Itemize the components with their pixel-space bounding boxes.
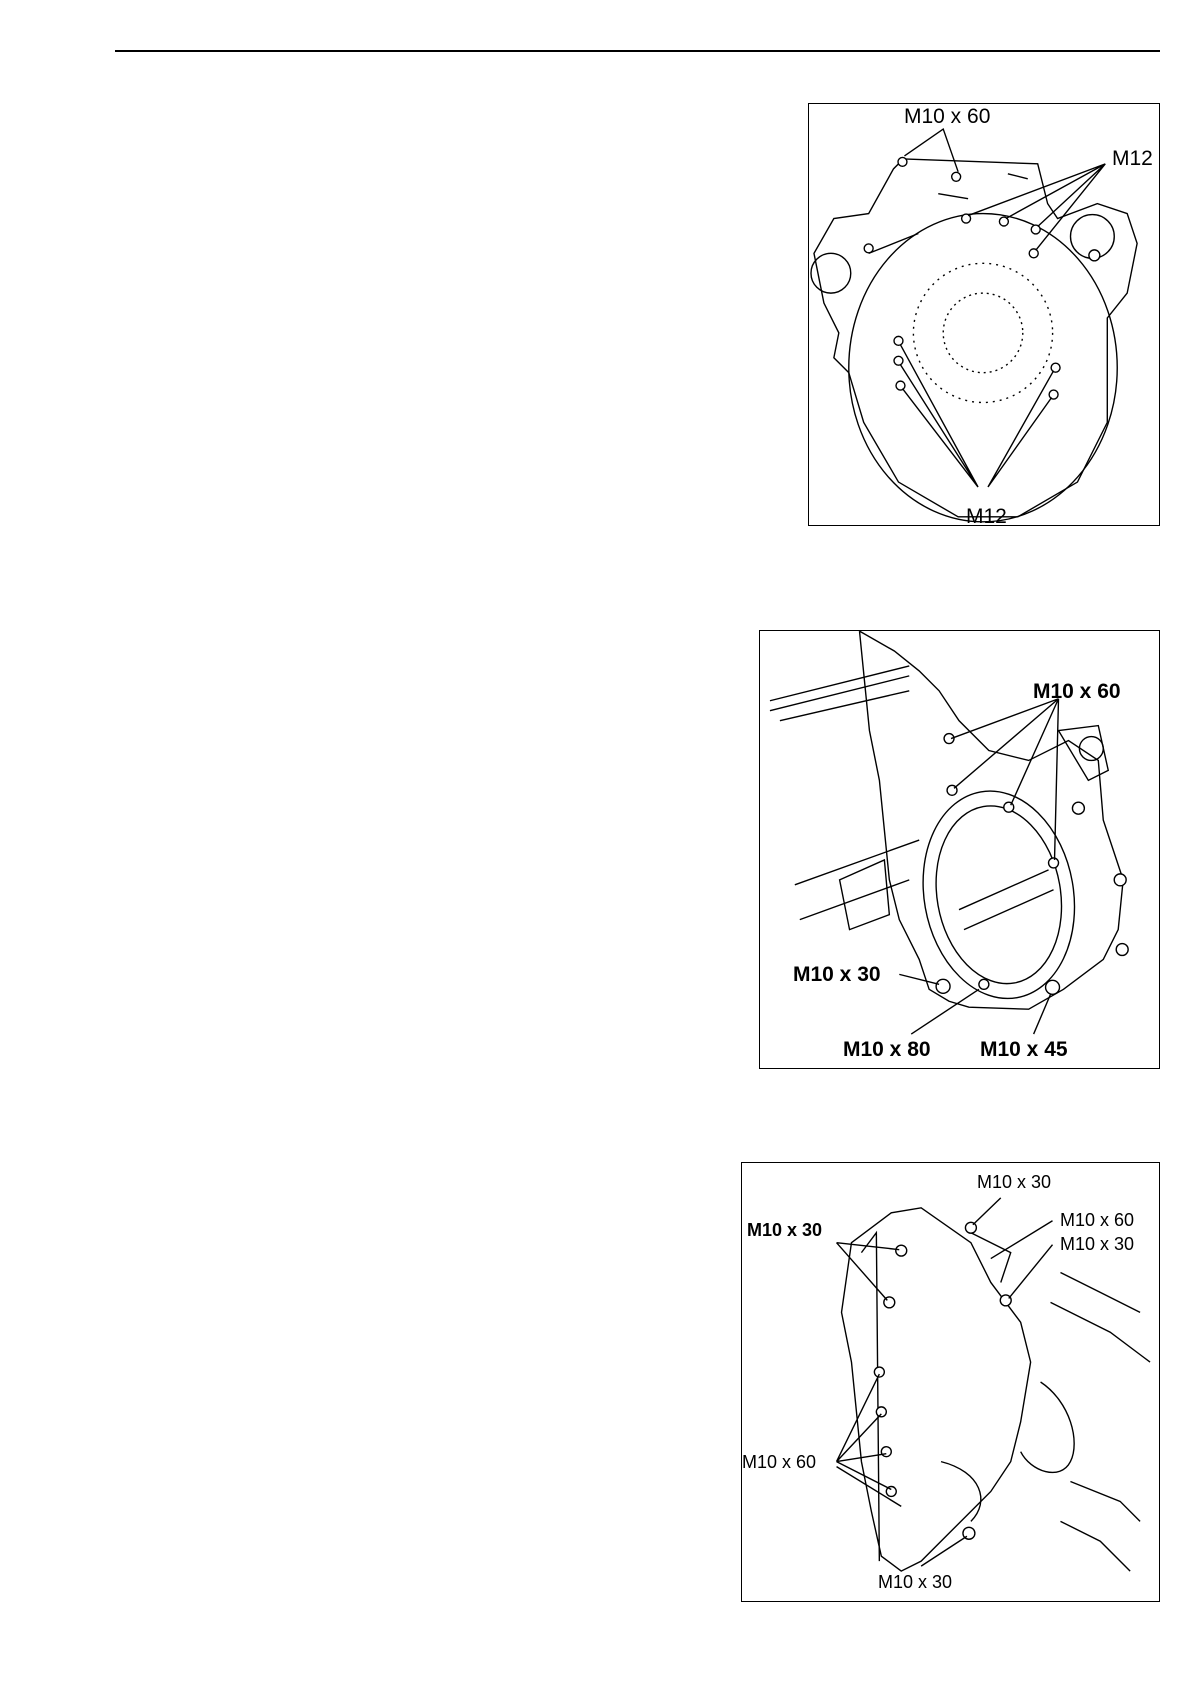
callout-label: M10 x 60 [1060,1210,1135,1230]
callout-label: M10 x 80 [843,1038,931,1061]
callout-label: M10 x 30 [793,963,881,986]
figure-rear-cover-plate [759,630,1160,1069]
callout-label: M12 [1112,147,1153,170]
figure-side-cover-plate [741,1162,1160,1602]
callout-label: M10 x 45 [980,1038,1068,1061]
callout-label: M10 x 60 [1033,680,1121,703]
callout-label: M10 x 30 [977,1172,1052,1192]
callout-label: M10 x 60 [742,1452,817,1472]
callout-label: M10 x 60 [904,105,991,128]
callout-label: M10 x 30 [1060,1234,1135,1254]
flywheel-housing-drawing [809,104,1159,528]
callout-label: M10 x 30 [878,1572,953,1592]
header-rule [115,50,1160,52]
callout-label: M10 x 30 [747,1220,823,1240]
callout-label: M12 [966,505,1007,528]
figure-flywheel-housing [808,103,1160,526]
